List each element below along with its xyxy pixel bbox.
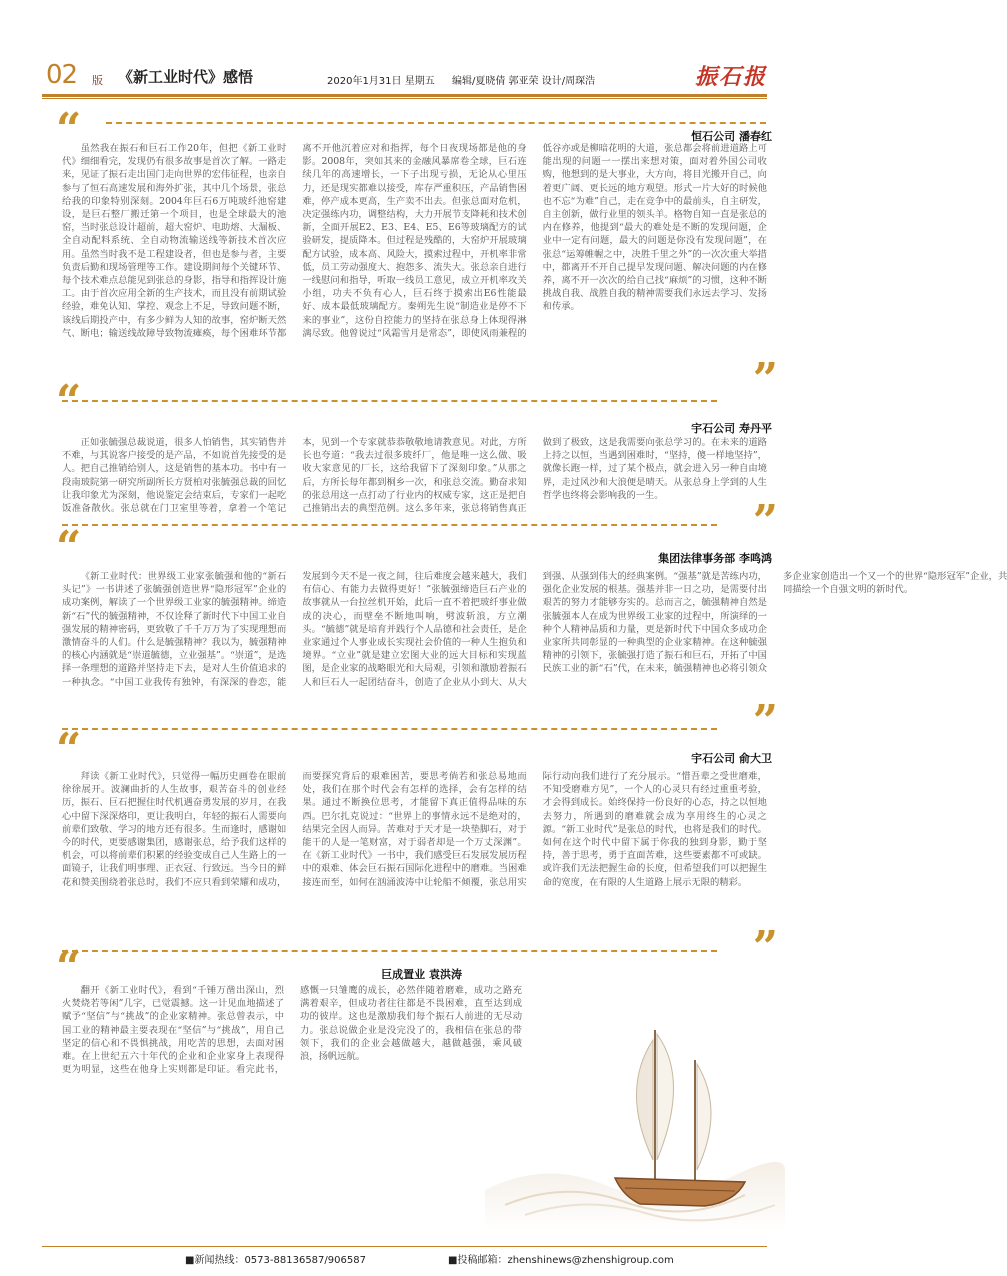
sailboat-illustration [485,1010,785,1230]
close-quote-icon: ” [752,496,772,547]
page-header [42,60,767,100]
article-shou-danping [56,354,772,520]
open-quote-icon: “ [56,104,76,155]
article-byline: 巨成置业 袁洪涛 [381,968,462,981]
article-pan-chunhong [56,104,772,358]
header-rule-thin [42,98,767,99]
issue-date: 2020年1月31日 星期五 [327,76,435,87]
page-footer [0,1238,800,1268]
article-body: 虽然我在振石和巨石工作20年，但把《新工业时代》细细看完，发现仍有很多故事是首次了解。一路走来，见证了振石走出国门走向世界的宏伟征程，也亲自参与了恒石高速发展和海外扩张，其中几个场景，张总给我的印象特别深刻。2004年巨石6万吨玻纤池窑建设，是巨石整厂搬迁第一个项目，也是全球最大的池窑，当时张总设计超前，超大窑炉、电助熔、大漏板、全自动配料系统、全自动物流输送线等新技术首次应用。虽然当时我不是工程建设者，但也是参与者，主要负责后勤和现场管理等工作。建设期间每个关键环节、每个技术难点总能见到张总的身影，指导和指挥设计施工。由于首次应用全新的生产技术，而且没有前期试验经验，难免认知、掌控、观念上不足，导致问题不断，该线后期投产中，有多少鲜为人知的故事，窑炉断天然气、断电；输送线故障导致物流瘫痪，每个困难环节都离不开他沉着应对和指挥，每个日夜现场都是他的身影。2008年，突如其来的金融风暴席卷全球，巨石连续几年的高速增长，一下子出现亏损，无论从心里压力，还是现实都难以接受，库存严重积压，产品销售困难，停产成本更高，生产卖不出去。但张总面对危机，决定强练内功，调整结构，大力开展节支降耗和技术创新，全面开展E2、E3、E4、E5、E6等玻璃配方的试验研发，提质降本。但过程是残酷的，大窑炉开展玻璃配方试验，成本高、风险大，摸索过程中，开机率非常低，员工劳动强度大、抱怨多、流失大。张总亲自进行一线慰问和指导，听取一线员工意见，成立开机率攻关小组，功夫不负有心人，巨石终于摸索出E6性能最好、成本最低玻璃配方。秦朔先生说“制造业是停不下来的事业”，这份自控能力的坚持在张总身上体现得淋漓尽致。他曾说过“风霜雪月是常态”，即使风雨兼程的低谷亦或是柳暗花明的大道，张总都会将前进道路上可能出现的问题一一摆出来想对策，面对着外国公司收购，他想到的是大事业，大方向，将目光搬开自己，向着更广阔、更长远的地方观望。形式一片大好的时候他也不忘“为难”自己，走在竞争中的最前头，自主研发，自主创新，做行业里的领头羊。格物自知一直是张总的内在修养，他提到“最大的难处是不断的发现问题，企业中一定有问题，最大的问题是你没有发现问题”，在张总“运筹帷幄之中，决胜千里之外”的一次次重大举措中，都离开不开自己提早发现问题、解决问题的内在修养，离不开一次次的给自己找“麻烦”的习惯，这种不断挑战自我、战胜自我的精神需要我们永远去学习、发扬和传承。 [62,143,767,339]
article-body: 翻开《新工业时代》，看到“千锤万凿出深山，烈火焚烧若等闲”几字，已觉震撼。这一计见血地描述了赋予“坚信”与“挑战”的企业家精神。张总曾表示，中国工业的精神最主要表现在“坚信”与“挑战”，用自己坚定的信心和不畏惧挑战，用吃苦的思想，去面对困难。在上世纪五六十年代的企业和企业家身上表现得更为明显，这些在他身上实则都是印证。看完此书，感慨一只雏鹰的成长，必然伴随着磨难，成功之路充满着艰辛，但成功者往往都是不畏困难，直至达到成功的彼岸。这也是激励我们每个振石人前进的无尽动力。张总说做企业是没完没了的，我相信在张总的带领下，我们的企业会越做越大，越做越强，乘风破浪，扬帆远航。 [62,985,522,1076]
article-body: 拜读《新工业时代》，只觉得一幅历史画卷在眼前徐徐展开。波澜曲折的人生故事，艰苦奋斗的创业经历，振石、巨石把握住时代机遇奋勇发展的岁月，在我心中留下深深烙印，更让我明白，年轻的振石人需要向前辈们致敬、学习的地方还有很多。生而逢时，感谢如今的时代，更要感谢集团，感谢张总，给予我们这样的机会，可以将前辈们积累的经验变成自己人生路上的一面镜子，让我们明事理、正衣冠、行致远。当今日的鲜花和赞美围绕着张总时，我们不应只看到荣耀和成功，而要探究背后的艰难困苦，要思考倘若和张总易地而处，我们在那个时代会有怎样的选择，会有怎样的结果。通过不断换位思考，才能留下真正值得品味的东西。巴尔扎克说过：“世界上的事情永远不是绝对的，结果完全因人而异。苦难对于天才是一块垫脚石，对于能干的人是一笔财富，对于弱者却是一个万丈深渊”。在《新工业时代》一书中，我们感受巨石发展发展历程中的艰难、体会巨石振石国际化进程中的磨难。当困难接连而至，如何在汹涌波涛中让轮船不倾覆，张总用实际行动向我们进行了充分展示。“惜吾辈之受世磨难，不知受磨难方见”，一个人的心灵只有经过重重考验，才会得到成长。始终保持一份良好的心态，持之以恒地去努力，所遇到的磨难就会成为享用终生的心灵之源。“新工业时代”是张总的时代，也将是我们的时代。如何在这个时代中留下属于你我的独到身影，勤于坚持，善于思考，勇于直面苦难，这些要素都不可或缺。或许我们无法把握生命的长度，但希望我们可以把握生命的宽度，在有限的人生道路上展示无限的精彩。 [62,771,767,888]
newspaper-logo: 振石报 [694,64,767,90]
open-quote-icon: “ [56,942,76,993]
article-byline: 恒石公司 潘春红 [691,130,772,143]
dashed-divider [62,950,717,952]
article-body: 《新工业时代：世界级工业家张毓强和他的“新石头记”》一书讲述了张毓强创造世界“隐形冠军”企业的成功案例，解读了一个世界级工业家的毓强精神。缔造新“石”代的毓强精神，不仅诠释了新时代下中国工业自强发展的精神密码，更致敬了千千万万为了实现理想而激情奋斗的人们。什么是毓强精神？我以为，毓强精神的核心内涵就是“崇道毓德，立业强基”。“崇道”，是选择一条理想的道路并坚持走下去，是对人生价值追求的一种执念。“中国工业我传有独钟，有深深的眷恋，能发展到今天不是一夜之间，往后难度会越来越大，我们有信心、有能力去做得更好！”张毓强缔造巨石产业的故事就从一台拉丝机开始，此后一直不着把玻纤事业做成的决心，而壁垒不断地叫响，劈波斩浪，方立潮头。“毓德”就是培育并践行个人品德和社会责任，是企业家通过个人事业成长实现社会价值的一种人生抱负和境界。“立业”就是建立宏图大业的远大目标和实现蓝图，是企业家的战略眼光和大局观，引领和激励着振石人和巨石人一起团结奋斗，创造了企业从小到大、从大到强、从强到伟大的经典案例。“强基”就是苦练内功，强化企业发展的根基。强基并非一日之功，是需要付出艰苦的努力才能够夯实的。总而言之，毓强精神自然是张毓强本人在成为世界级工业家的过程中，所演绎的一种个人精神品质和力量，更是新时代下中国众多成功企业家所共同彰显的一种典型的企业家精神。在这种毓强精神的引领下，张毓强打造了振石和巨石，开拓了中国民族工业的新“石”代，在未来，毓强精神也必将引领众多企业家创造出一个又一个的世界“隐形冠军”企业，共同描绘一个自强文明的新时代。 [62,571,1007,688]
dashed-divider [62,400,717,402]
close-quote-icon: ” [752,922,772,973]
close-quote-icon: ” [752,354,772,405]
header-rule [42,94,767,97]
article-yu-dawei [56,696,772,920]
footer-rule [42,1246,767,1247]
article-byline: 宇石公司 寿丹平 [691,422,772,435]
dashed-divider [106,122,766,124]
open-quote-icon: “ [56,376,76,427]
article-byline: 宇石公司 俞大卫 [691,752,772,765]
close-quote-icon: ” [752,696,772,747]
page-unit: 版 [92,74,103,87]
submission-email: ■投稿邮箱：zhenshinews@zhenshigroup.com [448,1255,674,1266]
dashed-divider [62,524,717,526]
editor-credits: 编辑/夏晓倩 郭亚荣 设计/周琛浩 [452,76,596,87]
dashed-divider [62,728,717,730]
article-body: 正如张毓强总裁说道，很多人怕销售，其实销售并不难，与其说客户接受的是产品，不如说首先接受的是人。把自己推销给别人，这是销售的基本功。书中有一段南玻院第一研究所副所长方贤柏对张毓强总裁的回忆让我印象尤为深刻，他说鉴定会结束后，专家们一起吃饭准备散伙。张总就在门卫室里等着，拿着一个笔记本，见到一个专家就恭恭敬敬地请教意见。对此，方所长也夸道：“我去过很多玻纤厂，他是唯一这么做、吸收大家意见的厂长，这给我留下了深刻印象。”从那之后，方所长每年都到桐乡一次，和张总交流。勤奋求知的张总用这一点打动了行业内的权威专家，这正是把自己推销出去的典型范例。这么多年来，张总将销售真正做到了极致，这是我需要向张总学习的。在未来的道路上持之以恒，当遇到困难时，“坚持，傻一样地坚持”，就像长跑一样，过了某个极点，就会进入另一种自由境界，走过风沙和大浪便是晴天。从张总身上学到的人生哲学也终将会影响我的一生。 [62,437,767,515]
open-quote-icon: “ [56,724,76,775]
news-hotline: ■新闻热线：0573-88136587/906587 [185,1255,366,1266]
page-number: 02 [46,60,78,90]
article-li-minghong [56,496,1007,695]
open-quote-icon: “ [56,522,76,573]
section-title: 《新工业时代》感悟 [118,68,254,86]
article-byline: 集团法律事务部 李鸣鸿 [658,552,772,565]
